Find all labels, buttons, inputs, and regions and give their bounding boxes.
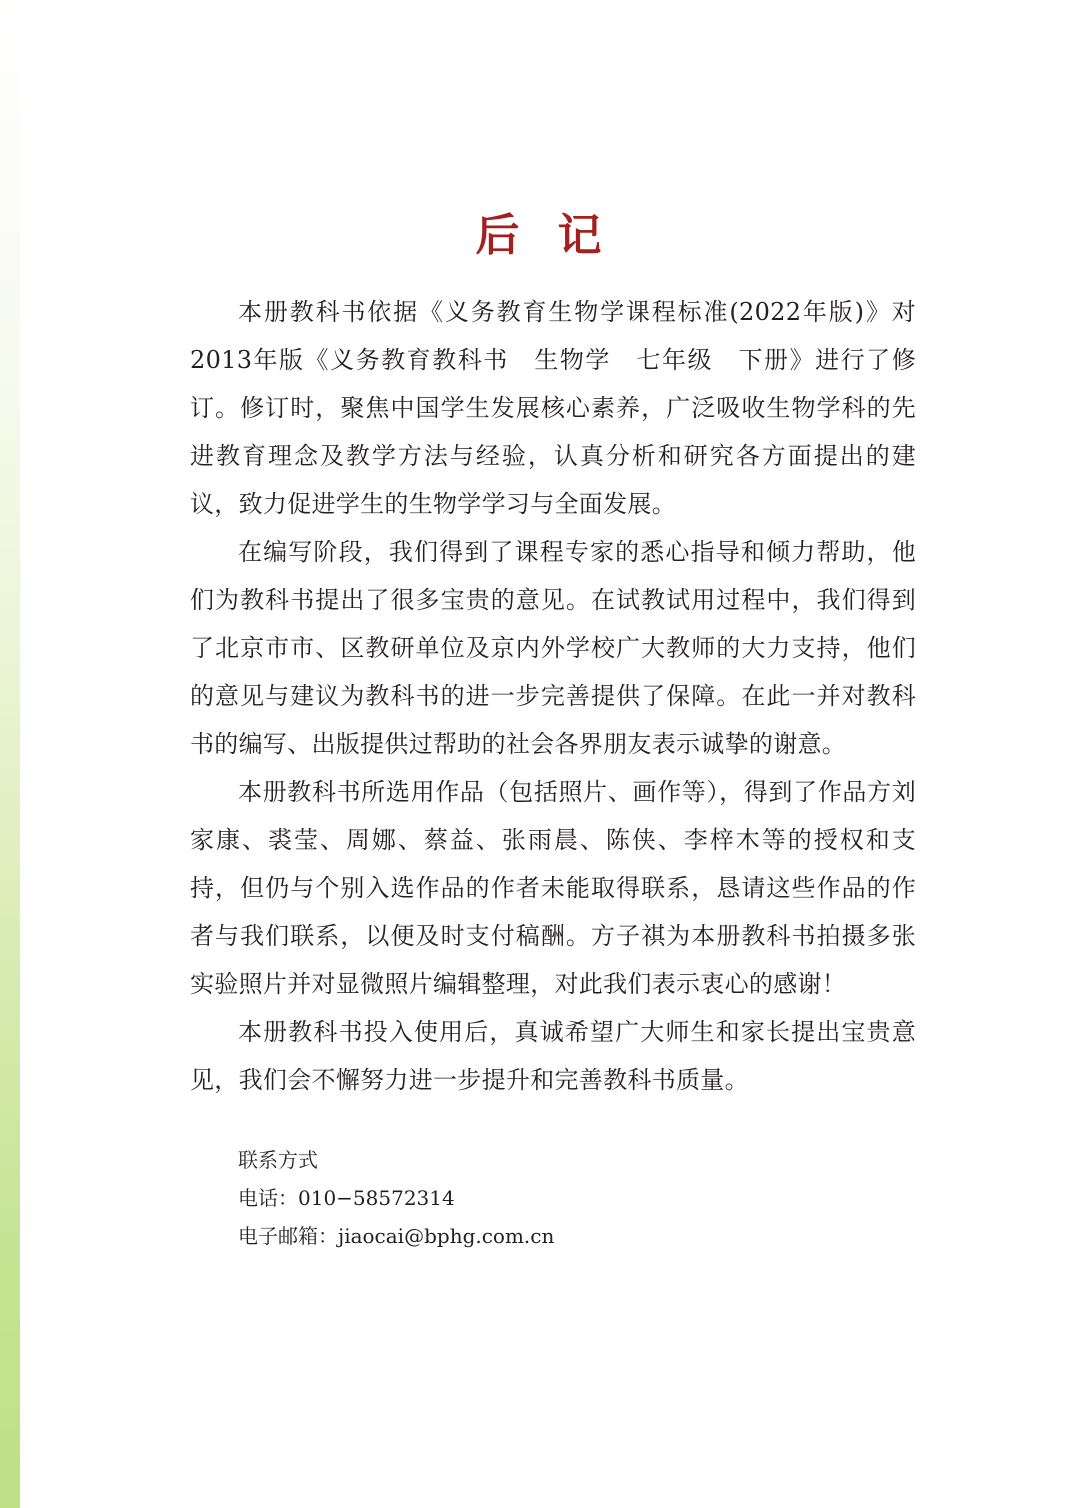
contact-phone: 电话：010−58572314 [238, 1186, 455, 1210]
paragraph-feedback-request: 本册教科书投入使用后，真诚希望广大师生和家长提出宝贵意见，我们会不懈努力进一步提升和完善教科书质量。 [190, 1018, 916, 1094]
paragraph-acknowledgement-experts: 在编写阶段，我们得到了课程专家的悉心指导和倾力帮助，他们为教科书提出了很多宝贵的意见。在试教试用过程中，我们得到了北京市市、区教研单位及京内外学校广大教师的大力支持，他们的意见与建议为教科书的进一步完善提供了保障。在此一并对教科书的编写、出版提供过帮助的社会各界朋友表示诚挚的谢意。 [190, 538, 916, 758]
contact-info [238, 1141, 554, 1255]
paragraph-acknowledgement-works: 本册教科书所选用作品（包括照片、画作等），得到了作品方刘家康、裘莹、周娜、蔡益、张雨晨、陈侠、李梓木等的授权和支持，但仍与个别入选作品的作者未能取得联系，恳请这些作品的作者与我们联系，以便及时支付稿酬。方子祺为本册教科书拍摄多张实验照片并对显微照片编辑整理，对此我们表示衷心的感谢！ [190, 778, 916, 998]
afterword-body [190, 288, 916, 1104]
contact-email: 电子邮箱：jiaocai@bphg.com.cn [238, 1224, 555, 1248]
paragraph-revision: 本册教科书依据《义务教育生物学课程标准(2022年版)》对2013年版《义务教育教科书 生物学 七年级 下册》进行了修订。修订时，聚焦中国学生发展核心素养，广泛吸收生物学科的先进教育理念及教学方法与经验，认真分析和研究各方面提出的建议，致力促进学生的生物学学习与全面发展。 [190, 298, 916, 518]
contact-heading: 联系方式 [238, 1148, 318, 1172]
page-title: 后记 [475, 210, 640, 261]
